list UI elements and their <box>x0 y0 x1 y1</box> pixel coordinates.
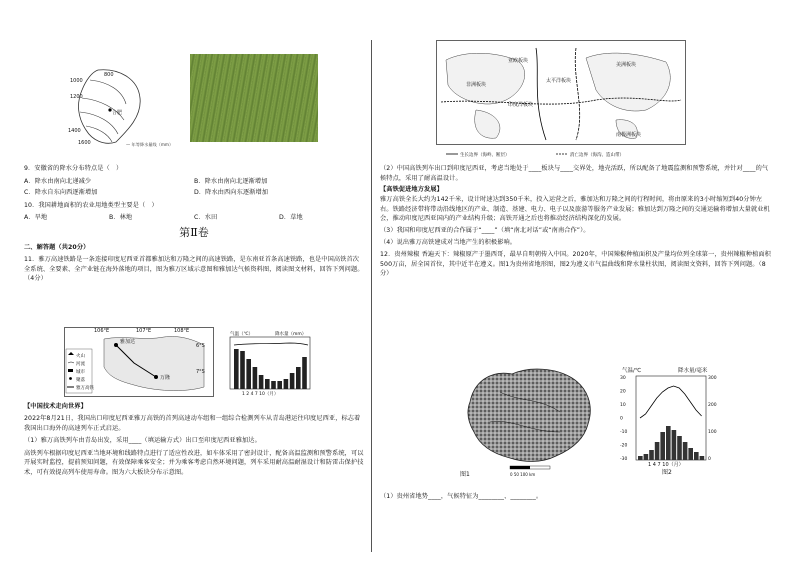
q10-option-a[interactable]: A．旱地 <box>24 214 48 222</box>
precip-bar <box>694 452 699 460</box>
question-11-3: （3）我国和印度尼西亚的合作属于“____”（填“南北对话”或“南南合作”）。 <box>380 226 590 234</box>
precip-bar <box>290 373 295 389</box>
contour-label-1000: 1000 <box>70 78 83 84</box>
fig2-left-tick: -10 <box>620 430 628 435</box>
contour-legend: — 年等降水量线（mm） <box>126 142 174 147</box>
map-lon-107: 107°E <box>136 328 152 334</box>
precip-bar <box>277 381 282 389</box>
legend-city: 城市 <box>76 370 85 375</box>
precip-bar <box>296 367 301 389</box>
city-label-hefei: 合肥 <box>112 110 123 116</box>
story-heading: 【高铁促进地方发展】 <box>380 186 443 194</box>
climate-axis-temp: 气温（℃） <box>230 332 254 337</box>
legend-volcano: 火山 <box>76 354 85 359</box>
precip-bar <box>672 430 677 460</box>
plate-african: 非洲板块 <box>466 82 487 88</box>
question-9: 9．安徽省的降水分布特点是（ ） <box>24 165 123 172</box>
precip-bar <box>638 456 643 460</box>
precip-bar <box>259 375 264 389</box>
legend-divergent: 生长边界（海岭、断层） <box>460 153 510 158</box>
question-11-text: 11．雅万高速铁路是一条连接印度尼西亚首都雅加达和万隆之间的高速铁路，是东南亚首条高速铁路，也是中国高铁首次全系统、全要素、全产业链在海外落地的项目，图为雅万区域示意图和雅加达气候资料图，阅读图文材料，回答下列问题。（4分） <box>24 256 364 283</box>
fig2-axis-precip: 降水量/毫米 <box>678 368 708 374</box>
section-heading: 二、解答题（共20分） <box>24 244 90 252</box>
fig2-right-tick: 0 <box>708 457 711 462</box>
fig2-left-tick: -30 <box>620 457 628 462</box>
fig2-axis-temp: 气温/℃ <box>622 368 642 374</box>
volume-title: 第Ⅱ卷 <box>179 226 209 240</box>
precip-bar <box>655 442 660 460</box>
q10-option-b[interactable]: B．林地 <box>109 214 133 222</box>
q9-option-c[interactable]: C．降水自东向西逐渐增加 <box>24 188 98 196</box>
yawan-railway-map <box>64 327 214 397</box>
legend-settlement: 聚落 <box>76 378 85 383</box>
question-10-options <box>24 212 364 223</box>
anhui-precipitation-map <box>68 68 178 148</box>
plate-distribution-map <box>436 40 686 160</box>
climate-axis-precip: 降水量（mm） <box>275 332 307 337</box>
plate-pacific: 太平洋板块 <box>546 78 572 84</box>
question-11-1: （1）雅万高铁列车由青岛出发，采用____（填运输方式）出口至印度尼西亚雅加达。 <box>24 437 261 445</box>
zunyi-climate-chart <box>618 366 728 476</box>
legend-railway: 雅万高铁 <box>76 386 94 391</box>
news-text: 2022年8月21日，我国出口印度尼西亚雅万高铁的首列高速动车组和一组综合检测列车从青岛港运往印度尼西亚，标志着我国出口海外的高速列车正式启运。 <box>24 415 361 432</box>
fig2-left-tick: 20 <box>620 389 626 395</box>
fig2-caption: 图2 <box>662 469 672 476</box>
plate-eurasian: 亚欧板块 <box>508 58 529 64</box>
precip-bar <box>649 450 654 460</box>
plate-antarctic: 南极洲板块 <box>616 132 642 138</box>
precip-bar <box>660 432 665 460</box>
story-text: 雅万高铁全长大约为142千米，设计时速达到350千米，投入运营之后，雅加达和万隆之间的行程时间，将由原来的3小时缩短到40分钟左右。铁路经济带将带动沿线地区的产业、制造、基建、电力、电子以及旅游等服务产业发展；雅加达到万隆之间的交通运输将增加大量就业机会，推动印度尼西亚国内的产业结构升级；高铁开通之后也将推动经济结构深化的发展。 <box>380 196 770 223</box>
question-11-4: （4）说出雅万高铁建成对当地产生的积极影响。 <box>380 238 517 246</box>
legend-river: 河流 <box>76 362 85 367</box>
fig2-right-tick: 300 <box>708 376 717 381</box>
precip-bar <box>683 442 688 460</box>
legend-convergent: 消亡边界（海沟、造山带） <box>570 153 624 158</box>
map-lon-106: 106°E <box>94 328 110 334</box>
precip-bar <box>265 379 270 389</box>
plate-american: 美洲板块 <box>616 62 637 68</box>
precip-bar <box>271 381 276 389</box>
fig2-left-tick: -20 <box>620 443 628 449</box>
guizhou-terrain-map <box>460 362 600 480</box>
plate-indian: 印度洋板块 <box>508 102 534 108</box>
precip-bar <box>666 426 671 460</box>
precip-bar <box>700 456 705 460</box>
left-column <box>24 40 364 552</box>
q10-option-c[interactable]: C．水田 <box>194 214 218 222</box>
precip-bar <box>302 357 307 389</box>
right-column <box>380 40 772 552</box>
precip-bar <box>677 436 682 460</box>
fig2-left-tick: 0 <box>620 416 623 422</box>
q9-option-a[interactable]: A．降水由南向北递减少 <box>24 177 92 185</box>
q9-option-d[interactable]: D．降水由西向东逐渐增加 <box>194 188 269 196</box>
q10-option-d[interactable]: D．草地 <box>279 214 303 222</box>
fig2-right-tick: 100 <box>708 430 717 435</box>
fig1-scale: 0 50 100 km <box>510 472 536 477</box>
fig2-left-tick: 30 <box>620 376 626 381</box>
question-9-options <box>24 176 364 187</box>
place-bandung: 万隆 <box>160 375 171 381</box>
map-lat-7s: 7°S <box>196 369 205 375</box>
fig1-caption: 图1 <box>460 471 470 478</box>
fig2-left-tick: 10 <box>620 403 626 408</box>
question-9-options-2 <box>24 187 364 198</box>
precip-bar <box>240 351 245 389</box>
q9-option-b[interactable]: B．降水由南向北逐渐增加 <box>194 177 268 185</box>
column-divider <box>371 40 372 552</box>
place-jakarta: 雅加达 <box>120 339 136 345</box>
contour-label-1600: 1600 <box>78 140 91 146</box>
question-10: 10．我国耕地面积的农业用地类型主要是（ ） <box>24 201 158 209</box>
question-12-text: 12．贵州辣椒 香遍天下：辣椒原产于墨西哥，最早自明朝传入中国。2020年，中国辣椒种植面积及产量均位列全球第一，贵州辣椒种植面积500万亩，居全国首位，其中近半在遵义。图1为贵州省地形图，图2为遵义市气温曲线和降水量柱状图，阅读图文资料，回答下列问题。（8分） <box>380 251 771 278</box>
climate-months: 1 2 4 7 10（月） <box>242 392 279 397</box>
precip-bar <box>644 454 649 460</box>
contour-label-800: 800 <box>104 72 114 78</box>
contour-label-1400: 1400 <box>68 128 81 134</box>
question-11-paragraph: 高铁列车根据印度尼西亚当地环境和线路特点进行了适应性改进，如车体采用了密封设计，配备高温监测和预警系统，可以开展实时监控，提前预知问题，有效保障乘客安全；并为乘客考虑自然环境问题，列车采用耐高温耐湿设计和防雷击保护技术，可有效提高列车使用寿命。图为六大板块分布示意图。 <box>24 449 364 476</box>
precip-bar <box>284 379 289 389</box>
fig2-right-tick: 200 <box>708 403 717 408</box>
precip-bar <box>246 359 251 389</box>
jakarta-climate-chart <box>220 329 320 397</box>
question-11-2: （2）中国高铁列车出口到印度尼西亚，考虑当地处于____板块与____交界处，地壳活跃，所以配备了地震监测和预警系统，并针对____的气候特点，采用了耐高温设计。 <box>380 165 769 182</box>
contour-label-1200: 1200 <box>70 94 83 100</box>
map-lat-6s: 6°S <box>196 343 205 349</box>
question-12-1: （1）贵州省地势____，气候特征为________、________。 <box>380 493 543 500</box>
precip-bar <box>234 349 239 389</box>
news-heading: 【中国技术走向世界】 <box>24 403 87 410</box>
map-lon-108: 108°E <box>174 328 190 334</box>
rice-field-photo <box>190 54 318 142</box>
precip-bar <box>688 448 693 460</box>
fig2-x-axis: 1 4 7 10（月） <box>648 462 684 468</box>
precip-bar <box>253 367 258 389</box>
